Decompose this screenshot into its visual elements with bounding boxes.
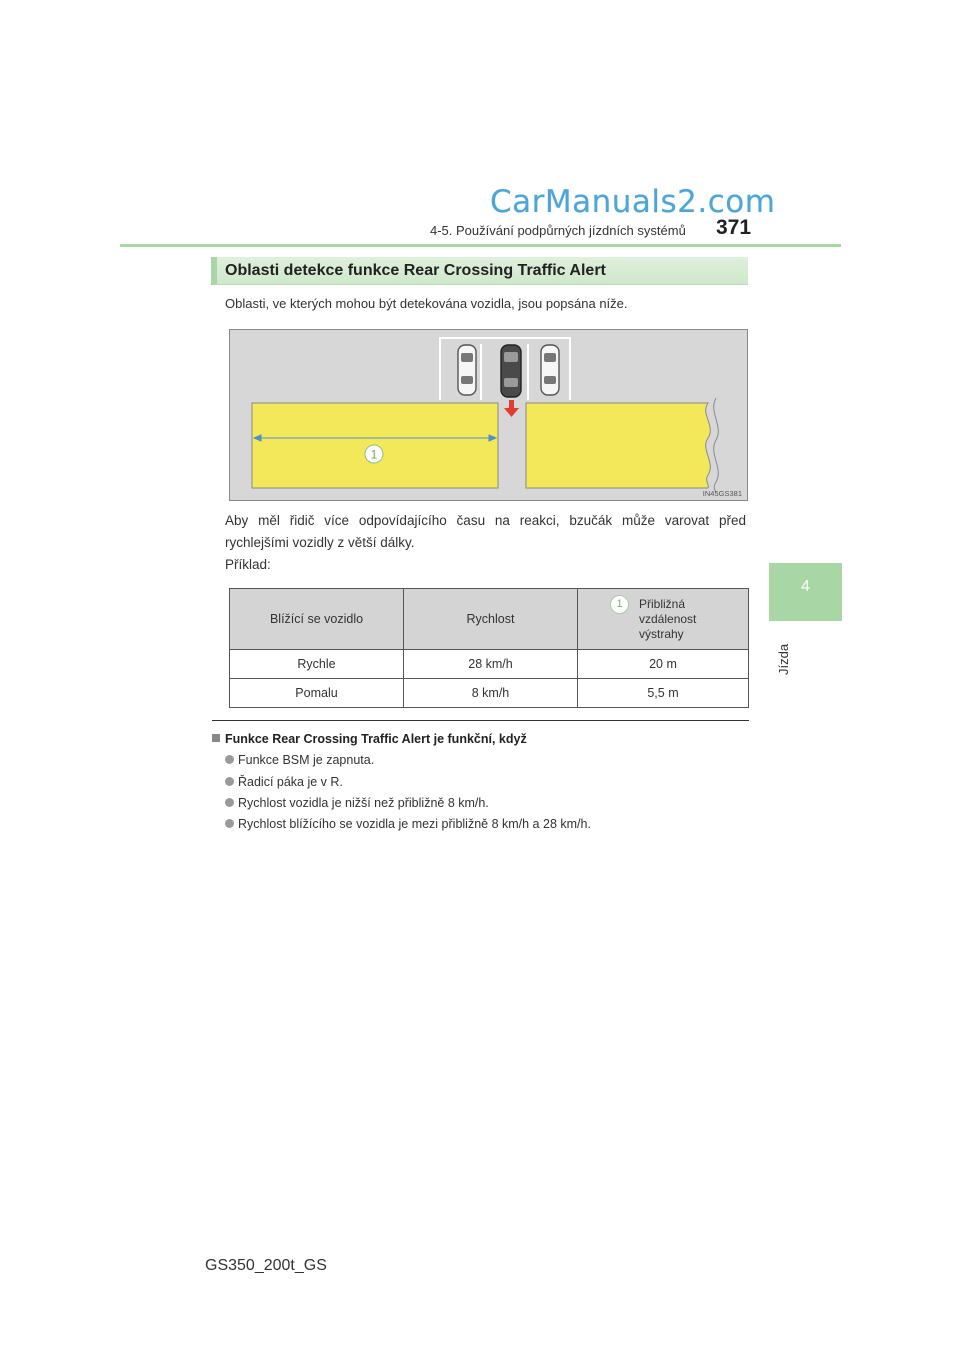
section-heading: Oblasti detekce funkce Rear Crossing Traffic Alert	[211, 257, 748, 285]
bullet-icon	[225, 819, 234, 828]
bullet-icon	[225, 798, 234, 807]
detection-zone-right	[526, 403, 710, 488]
parked-car-right-icon	[541, 345, 559, 395]
conditions-title: Funkce Rear Crossing Traffic Alert je funkční, když	[212, 732, 527, 746]
table-header-row	[230, 589, 749, 650]
detection-area-illustration	[229, 329, 748, 501]
range-marker-number: 1	[370, 447, 378, 462]
cell-distance: 5,5 m	[578, 679, 749, 708]
paragraph-line-1: Aby měl řidič více odpovídajícího času na reakci, bzučák může varovat před	[225, 513, 746, 528]
zone-continuation-line	[714, 398, 719, 492]
reverse-arrow-icon	[504, 400, 519, 417]
list-item: Řadicí páka je v R.	[225, 775, 343, 789]
intro-text: Oblasti, ve kterých mohou být detekována vozidla, jsou popsána níže.	[225, 296, 628, 311]
header-section-title: 4-5. Používání podpůrných jízdních systémů	[430, 223, 686, 238]
distance-marker: 1	[610, 595, 629, 614]
table-row	[230, 650, 749, 679]
footer-model-code: GS350_200t_GS	[205, 1257, 327, 1274]
figure-code: IN45GS381	[702, 489, 742, 498]
watermark: CarManuals2.com	[490, 184, 776, 220]
bullet-icon	[225, 755, 234, 764]
conditions-rule	[212, 720, 749, 721]
chapter-tab-label: Jízda	[776, 643, 791, 675]
cell-speed: 28 km/h	[404, 650, 578, 679]
header-distance-text: Přibližná vzdálenost výstrahy	[639, 597, 697, 641]
cell-vehicle: Pomalu	[230, 679, 404, 708]
example-label: Příklad:	[225, 557, 271, 572]
page-number: 371	[716, 216, 752, 239]
warning-distance-table	[229, 588, 749, 708]
paragraph-line-2: rychlejšími vozidly z větší dálky.	[225, 535, 415, 550]
square-bullet-icon	[212, 734, 220, 742]
reversing-car-icon	[501, 345, 521, 397]
list-item: Rychlost blížícího se vozidla je mezi přibližně 8 km/h a 28 km/h.	[225, 817, 591, 831]
header-vehicle: Blížící se vozidlo	[230, 589, 404, 650]
list-item: Rychlost vozidla je nižší než přibližně 8 km/h.	[225, 796, 489, 810]
table-row	[230, 679, 749, 708]
detection-area-svg	[230, 330, 747, 500]
cell-speed: 8 km/h	[404, 679, 578, 708]
header-distance	[578, 589, 749, 650]
chapter-tab-number: 4	[801, 578, 810, 595]
parked-car-left-icon	[458, 345, 476, 395]
cell-distance: 20 m	[578, 650, 749, 679]
header-speed: Rychlost	[404, 589, 578, 650]
cell-vehicle: Rychle	[230, 650, 404, 679]
list-item: Funkce BSM je zapnuta.	[225, 753, 374, 767]
bullet-icon	[225, 777, 234, 786]
header-rule	[120, 244, 841, 247]
